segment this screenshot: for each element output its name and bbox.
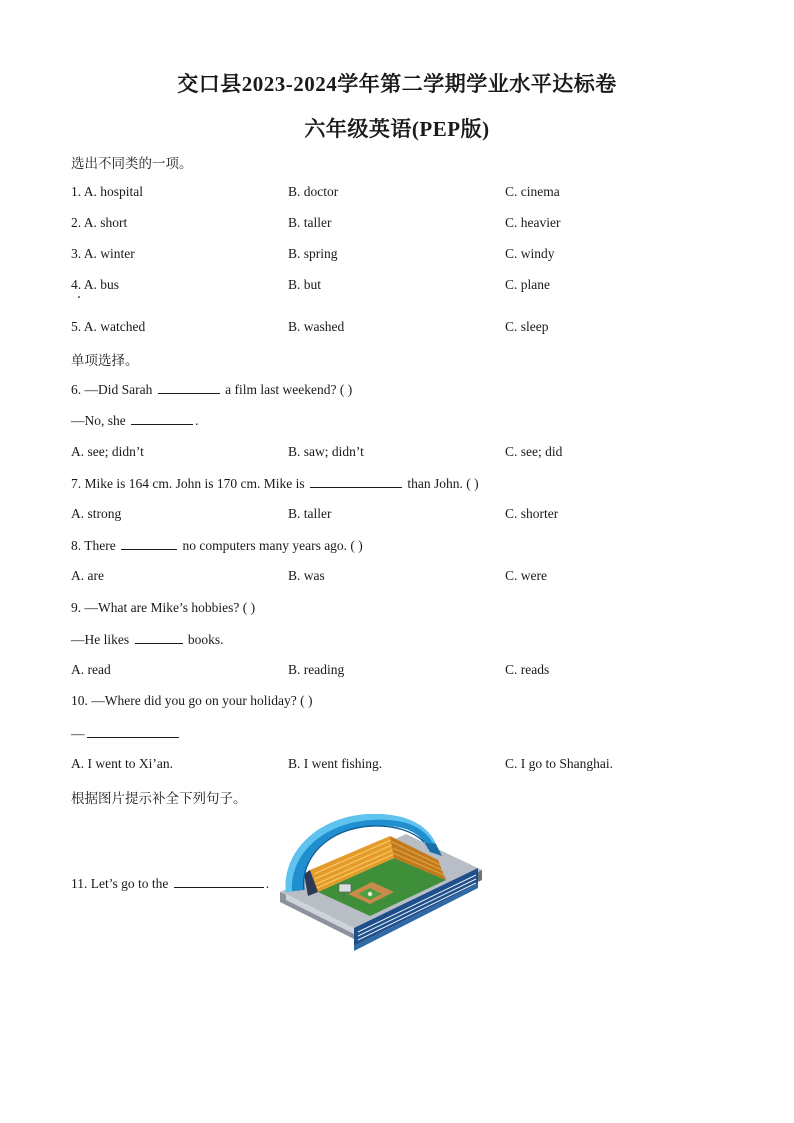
- q9-option-c: C. reads: [505, 662, 550, 677]
- answer-blank[interactable]: [174, 875, 264, 888]
- q10-option-a: A. I went to Xi’an.: [71, 756, 173, 771]
- answer-blank[interactable]: [87, 725, 179, 738]
- section-1-instruction: 选出不同类的一项。: [71, 156, 193, 171]
- q1-option-c: C. cinema: [505, 184, 560, 199]
- q9-reply: —He likes books.: [71, 632, 224, 647]
- q10-option-b: B. I went fishing.: [288, 756, 383, 771]
- scoreboard: [339, 884, 351, 892]
- q8-stem: 8. There no computers many years ago. ( ): [71, 538, 363, 553]
- q3-option-a: 3. A. winter: [71, 246, 135, 261]
- q10-reply: —: [71, 725, 181, 742]
- q2-option-b: B. taller: [288, 215, 332, 230]
- q5-option-b: B. washed: [288, 319, 345, 334]
- q7-stem: 7. Mike is 164 cm. John is 170 cm. Mike is than John. ( ): [71, 476, 479, 491]
- page-title: 交口县2023-2024学年第二学期学业水平达标卷: [177, 72, 617, 96]
- q6-option-a: A. see; didn’t: [71, 444, 144, 459]
- q10-option-c: C. I go to Shanghai.: [505, 756, 613, 771]
- q9-option-a: A. read: [71, 662, 111, 677]
- q1-number: 1.: [71, 184, 84, 199]
- section-3-instruction: 根据图片提示补全下列句子。: [71, 791, 247, 806]
- answer-blank[interactable]: [121, 537, 177, 550]
- q2-number: 2.: [71, 215, 84, 230]
- section-2-instruction: 单项选择。: [71, 353, 139, 368]
- stray-dot: [78, 296, 80, 298]
- q7-option-a: A. strong: [71, 506, 122, 521]
- q8-option-a: A. are: [71, 568, 104, 583]
- q4-option-b: B. but: [288, 277, 322, 292]
- q8-option-c: C. were: [505, 568, 547, 583]
- answer-blank[interactable]: [131, 412, 193, 425]
- q5-option-c: C. sleep: [505, 319, 549, 334]
- q9-option-b: B. reading: [288, 662, 345, 677]
- q1-option-b: B. doctor: [288, 184, 339, 199]
- q1-option-a: 1. A. hospital: [71, 184, 144, 199]
- answer-blank[interactable]: [135, 631, 183, 644]
- q7-option-b: B. taller: [288, 506, 332, 521]
- q6-option-c: C. see; did: [505, 444, 563, 459]
- q3-option-c: C. windy: [505, 246, 555, 261]
- q4-option-a: 4. A. bus: [71, 277, 120, 292]
- q4-number: 4.: [71, 277, 84, 292]
- q5-number: 5.: [71, 319, 84, 334]
- q2-option-a: 2. A. short: [71, 215, 128, 230]
- q9-stem: 9. —What are Mike’s hobbies? ( ): [71, 600, 256, 615]
- q7-option-c: C. shorter: [505, 506, 559, 521]
- q4-option-c: C. plane: [505, 277, 550, 292]
- q3-number: 3.: [71, 246, 84, 261]
- q2-option-c: C. heavier: [505, 215, 561, 230]
- answer-blank[interactable]: [158, 381, 220, 394]
- q6-reply: —No, she .: [71, 413, 199, 428]
- page-subtitle: 六年级英语(PEP版): [304, 117, 490, 141]
- q6-stem: 6. —Did Sarah a film last weekend? ( ): [71, 382, 353, 397]
- q5-option-a: 5. A. watched: [71, 319, 146, 334]
- q10-stem: 10. —Where did you go on your holiday? ( ): [71, 693, 313, 708]
- q11-stem: 11. Let’s go to the .: [71, 876, 270, 891]
- q6-option-b: B. saw; didn’t: [288, 444, 364, 459]
- answer-blank[interactable]: [310, 475, 402, 488]
- q3-option-b: B. spring: [288, 246, 338, 261]
- q8-option-b: B. was: [288, 568, 325, 583]
- stadium-illustration: [278, 812, 484, 952]
